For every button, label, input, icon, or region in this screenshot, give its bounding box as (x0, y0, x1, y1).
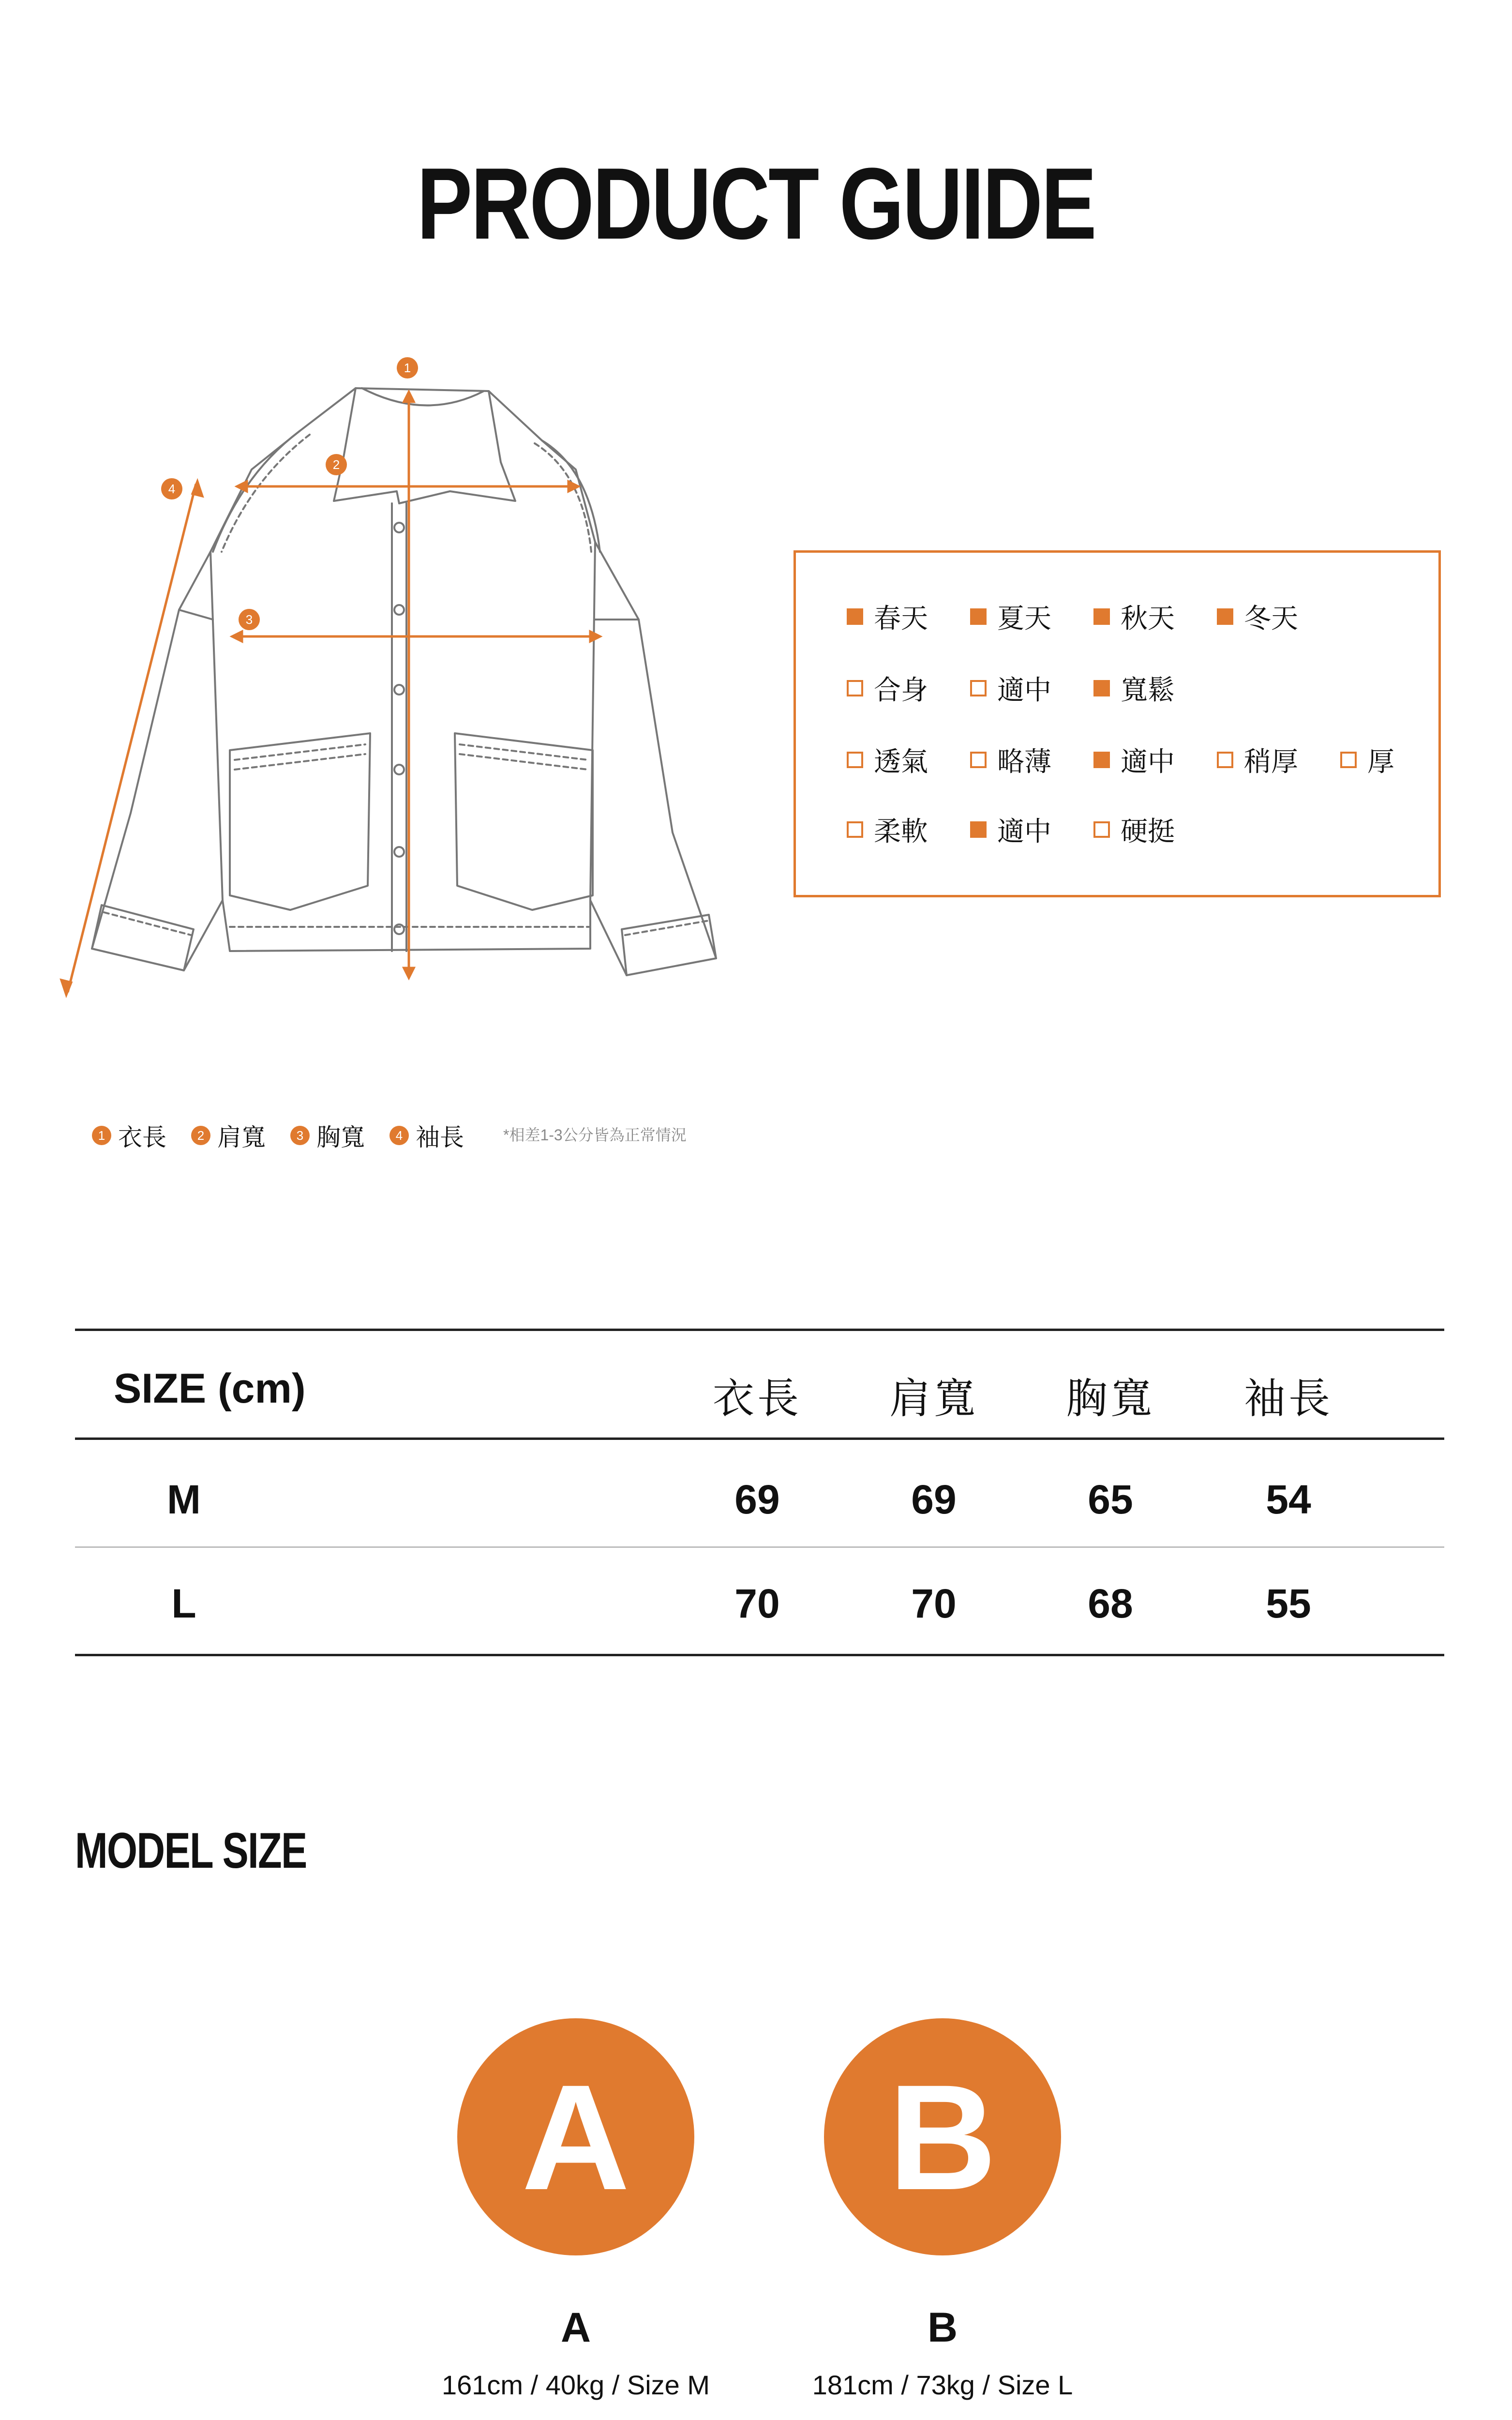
number-badge-icon: 4 (389, 1126, 409, 1145)
table-header-size: SIZE (cm) (114, 1365, 306, 1412)
marker-4: 4 (168, 482, 176, 496)
page-title: PRODUCT GUIDE (417, 147, 1095, 260)
number-badge-icon: 2 (191, 1126, 210, 1145)
model-a-info: 161cm / 40kg / Size M (441, 2370, 710, 2400)
checkbox-icon (847, 680, 863, 696)
model-b-name: B (927, 2304, 958, 2351)
model-b-info: 181cm / 73kg / Size L (812, 2370, 1073, 2400)
checkbox-icon (1093, 608, 1110, 625)
model-size-title: MODEL SIZE (75, 1823, 307, 1879)
attr-item: 夏天 (970, 597, 1051, 636)
marker-3: 3 (245, 612, 253, 627)
table-header: 袖長 (1244, 1376, 1333, 1422)
checkbox-icon (1093, 821, 1110, 838)
checkbox-icon (847, 608, 863, 625)
legend-item: 3 胸寬 (290, 1118, 365, 1153)
checkbox-icon (1093, 680, 1110, 696)
number-badge-icon: 1 (92, 1126, 111, 1145)
attribute-box (793, 550, 1441, 897)
marker-2: 2 (332, 457, 340, 472)
attr-item: 稍厚 (1217, 741, 1298, 779)
checkbox-icon (1093, 752, 1110, 768)
checkbox-icon (1217, 752, 1233, 768)
table-header: 衣長 (713, 1376, 802, 1422)
attr-item: 適中 (970, 669, 1051, 708)
legend-item: 4 袖長 (389, 1118, 464, 1153)
checkbox-icon (1340, 752, 1357, 768)
model-a-name: A (560, 2304, 591, 2351)
checkbox-icon (970, 608, 987, 625)
attr-item: 略薄 (970, 741, 1051, 779)
legend-item: 1 衣長 (92, 1118, 166, 1153)
legend-note: *相差1-3公分皆為正常情況 (503, 1126, 687, 1144)
attr-item: 厚 (1340, 741, 1394, 779)
attr-item: 秋天 (1093, 597, 1175, 636)
checkbox-icon (970, 821, 987, 838)
table-header: 肩寬 (889, 1376, 978, 1422)
model-a-badge: A (457, 2018, 694, 2255)
table-header: 胸寬 (1066, 1376, 1155, 1422)
attr-item: 春天 (847, 597, 928, 636)
number-badge-icon: 3 (290, 1126, 310, 1145)
attr-item: 寬鬆 (1093, 669, 1175, 708)
attr-item: 冬天 (1217, 597, 1298, 636)
attr-item: 合身 (847, 669, 928, 708)
checkbox-icon (847, 821, 863, 838)
attr-item: 硬挺 (1093, 810, 1175, 849)
attr-item: 透氣 (847, 741, 928, 779)
checkbox-icon (970, 752, 987, 768)
model-b-badge: B (824, 2018, 1061, 2255)
checkbox-icon (970, 680, 987, 696)
attr-item: 柔軟 (847, 810, 928, 849)
attr-item: 適中 (1093, 741, 1175, 779)
checkbox-icon (847, 752, 863, 768)
checkbox-icon (1217, 608, 1233, 625)
jacket-measurement-diagram (58, 348, 745, 1045)
marker-1: 1 (404, 361, 411, 375)
legend-item: 2 肩寬 (191, 1118, 266, 1153)
attr-item: 適中 (970, 810, 1051, 849)
